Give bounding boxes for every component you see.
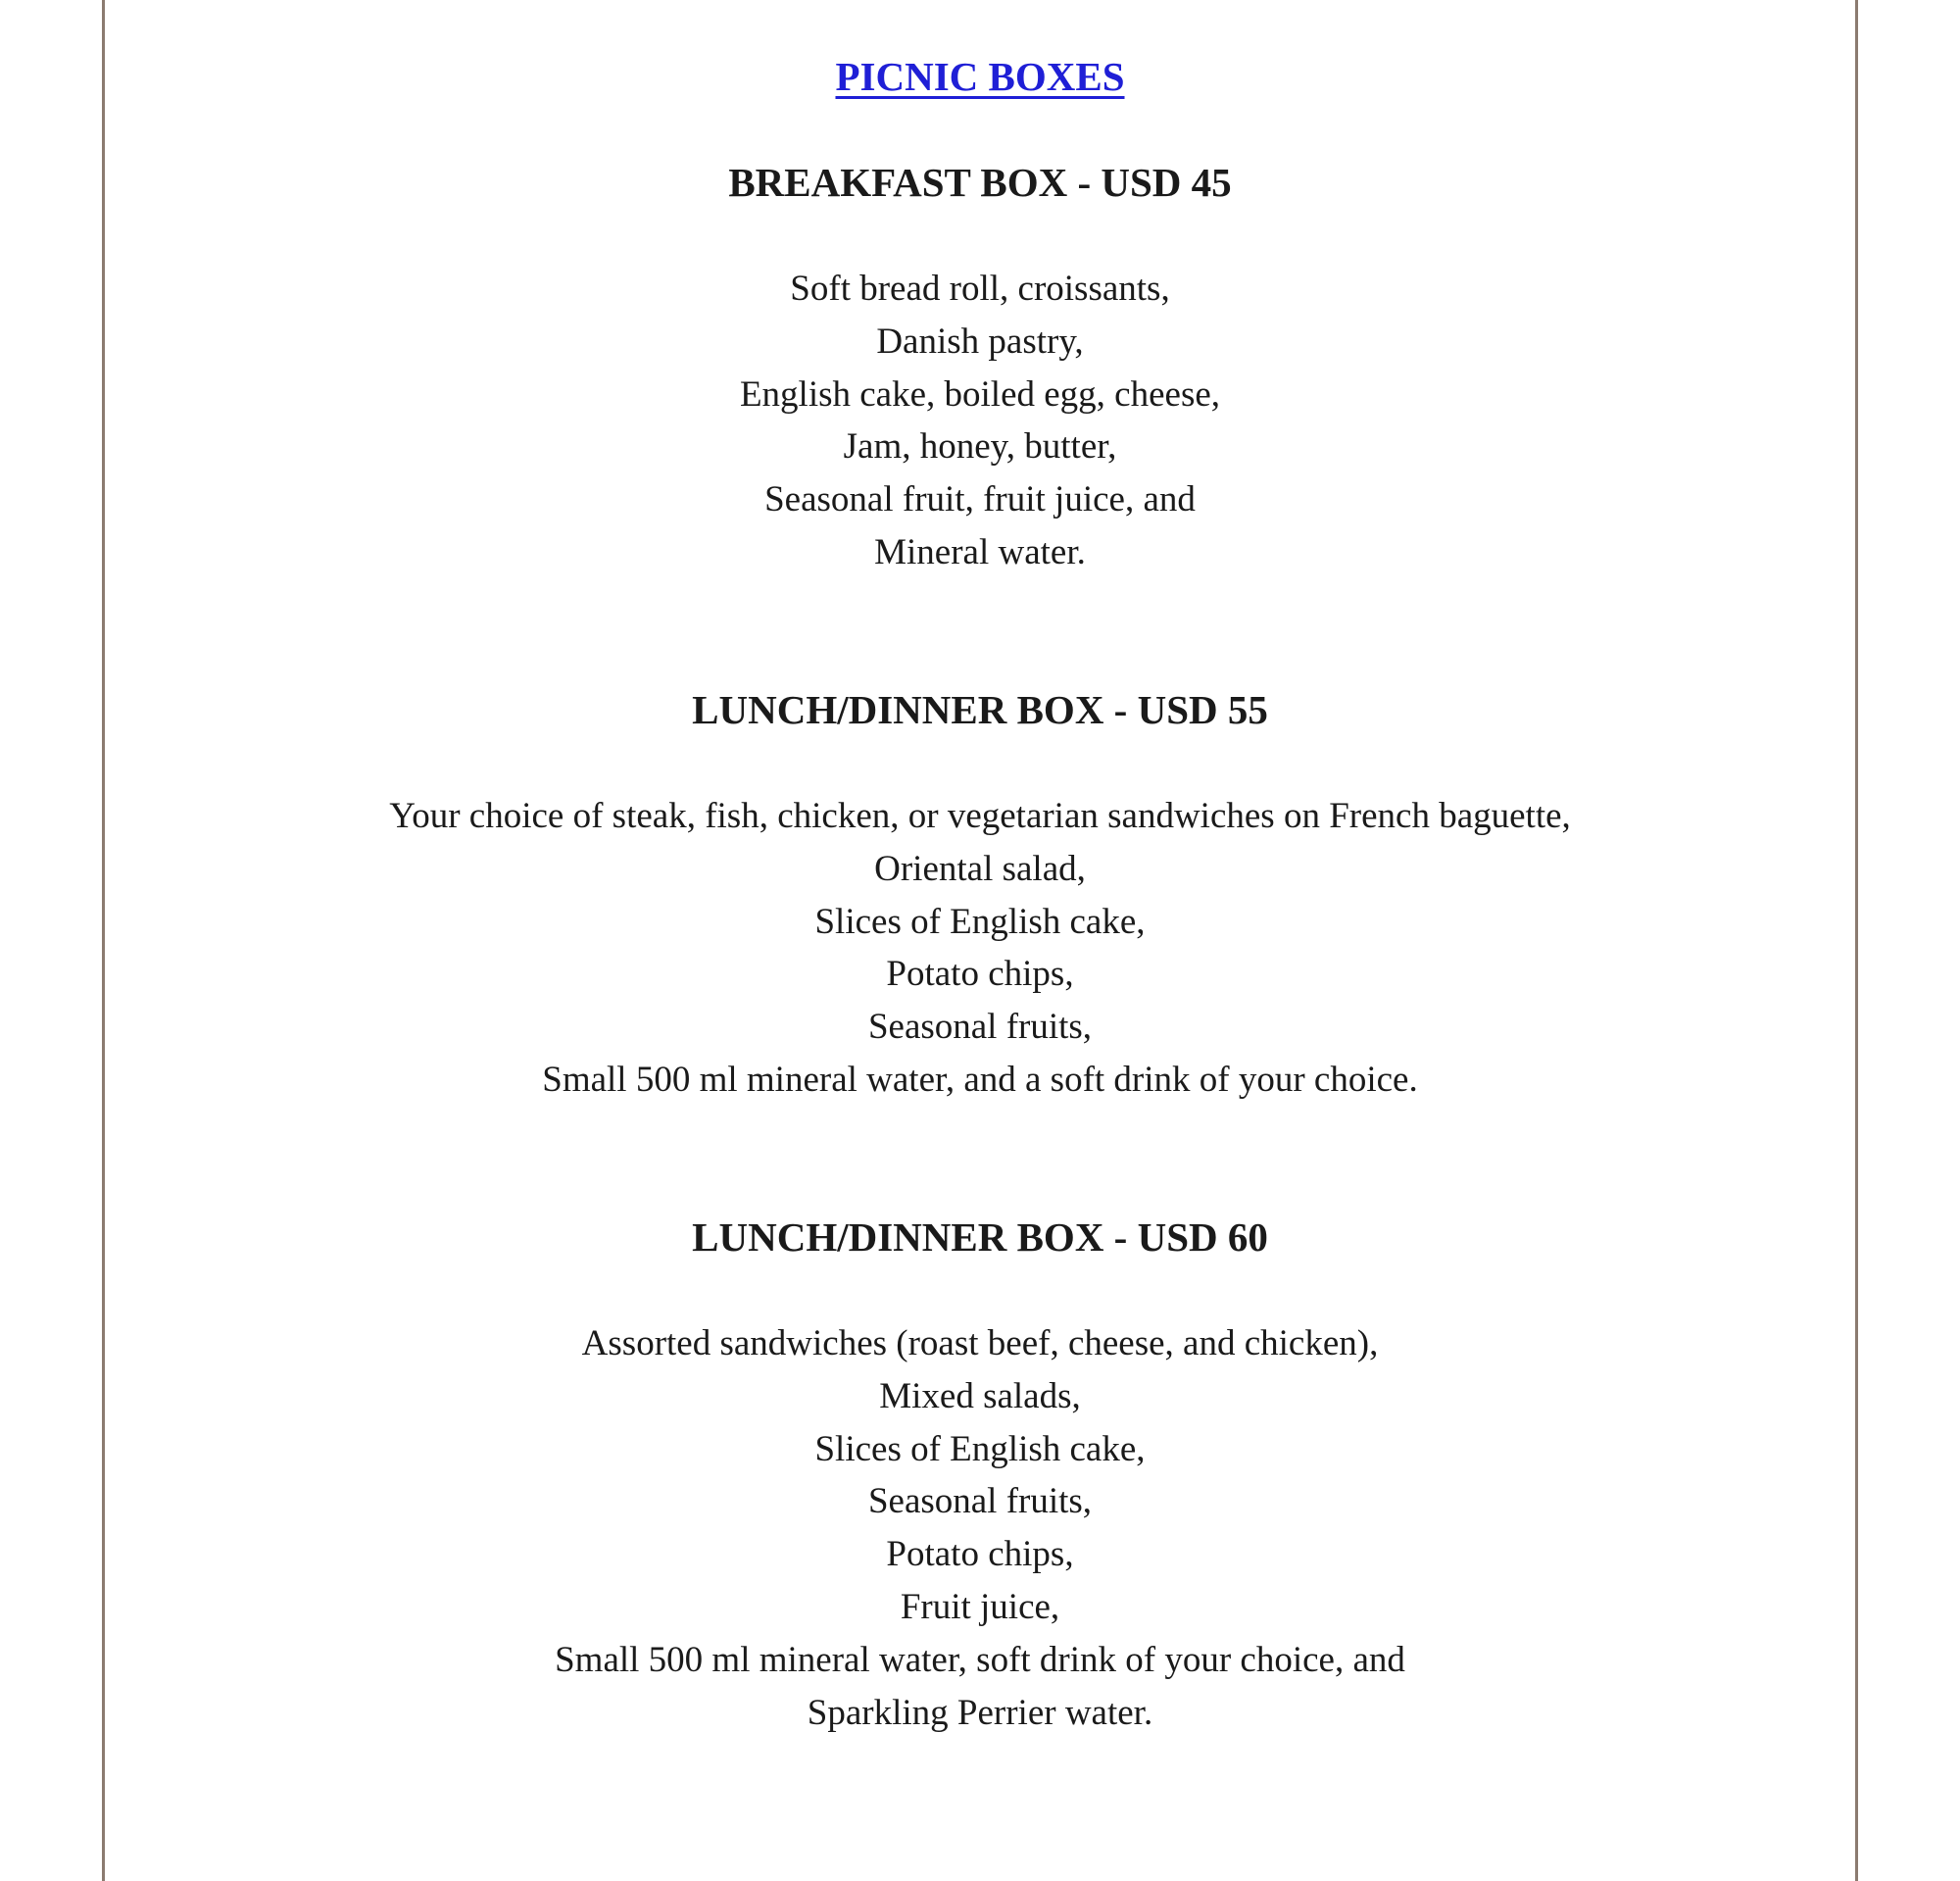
list-item: Soft bread roll, croissants, [790, 269, 1170, 309]
list-item: Danish pastry, [876, 321, 1084, 362]
list-item: Jam, honey, butter, [843, 426, 1117, 468]
list-item: Seasonal fruit, fruit juice, and [764, 479, 1196, 520]
list-item: Potato chips, [886, 954, 1074, 995]
list-item: Slices of English cake, [814, 901, 1146, 942]
list-item: Your choice of steak, fish, chicken, or vegetarian sandwiches on French baguette, [389, 796, 1571, 836]
section-heading: LUNCH/DINNER BOX - USD 55 [692, 687, 1268, 732]
lunch-dinner-box-60-section [0, 1212, 1960, 1739]
list-item: Small 500 ml mineral water, soft drink of your choice, and [555, 1639, 1405, 1680]
list-item: Mineral water. [874, 531, 1086, 572]
section-heading: BREAKFAST BOX - USD 45 [728, 160, 1232, 205]
list-item: Seasonal fruits, [867, 1007, 1093, 1048]
list-item: Mixed salads, [879, 1375, 1081, 1416]
list-item: Seasonal fruits, [867, 1481, 1093, 1522]
lunch-dinner-box-55-section [0, 684, 1960, 1107]
item-list [0, 1317, 1960, 1739]
item-list [0, 263, 1960, 579]
list-item: English cake, boiled egg, cheese, [739, 373, 1221, 415]
item-list [0, 790, 1960, 1107]
picnic-boxes-link[interactable]: PICNIC BOXES [835, 54, 1125, 99]
list-item: Fruit juice, [900, 1586, 1060, 1627]
list-item: Small 500 ml mineral water, and a soft drink of your choice. [542, 1059, 1418, 1100]
page-title [0, 51, 1960, 102]
list-item: Slices of English cake, [814, 1428, 1146, 1469]
list-item: Potato chips, [886, 1534, 1074, 1575]
list-item: Oriental salad, [874, 848, 1086, 889]
section-heading: LUNCH/DINNER BOX - USD 60 [692, 1214, 1268, 1260]
list-item: Assorted sandwiches (roast beef, cheese, and chicken), [581, 1323, 1379, 1363]
breakfast-box-section [0, 157, 1960, 579]
list-item: Sparkling Perrier water. [807, 1692, 1153, 1733]
